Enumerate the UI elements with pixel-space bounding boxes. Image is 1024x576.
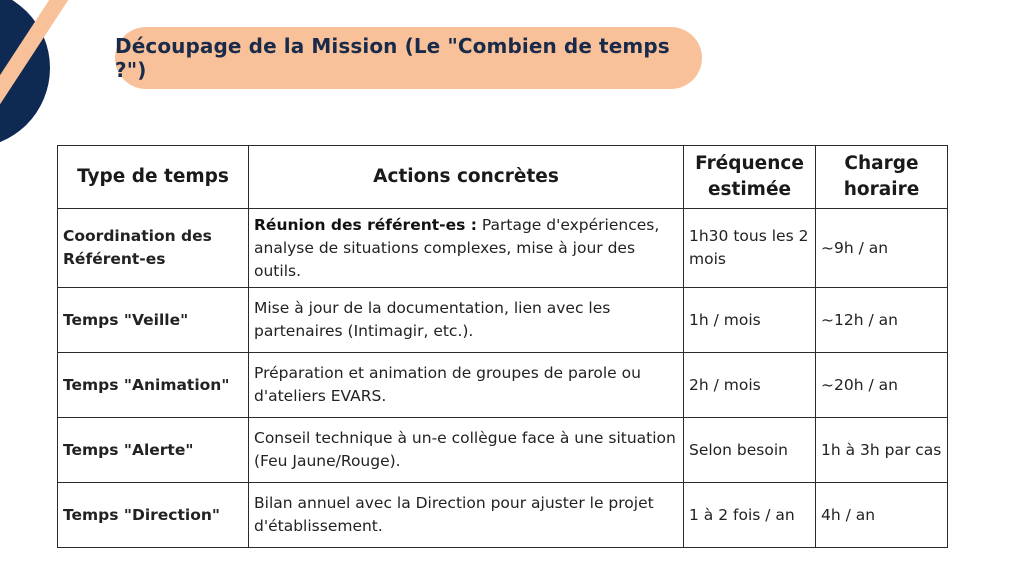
row-charge: ~12h / an bbox=[816, 288, 948, 353]
row-actions: Mise à jour de la documentation, lien avec les partenaires (Intimagir, etc.). bbox=[249, 288, 684, 353]
row-type: Temps "Alerte" bbox=[58, 418, 249, 483]
row-actions bbox=[249, 209, 684, 288]
row-type: Temps "Animation" bbox=[58, 353, 249, 418]
table-row bbox=[58, 353, 948, 418]
header-frequence: Fréquence estimée bbox=[684, 146, 816, 209]
row-frequence: 2h / mois bbox=[684, 353, 816, 418]
row-frequence: 1h30 tous les 2 mois bbox=[684, 209, 816, 288]
row-charge: ~20h / an bbox=[816, 353, 948, 418]
table-row bbox=[58, 418, 948, 483]
row-charge: 4h / an bbox=[816, 483, 948, 548]
table-row bbox=[58, 483, 948, 548]
row-type: Temps "Veille" bbox=[58, 288, 249, 353]
row-actions-lead: Réunion des référent-es : bbox=[254, 215, 477, 234]
row-type: Temps "Direction" bbox=[58, 483, 249, 548]
header-type: Type de temps bbox=[58, 146, 249, 209]
header-actions: Actions concrètes bbox=[249, 146, 684, 209]
row-frequence: 1h / mois bbox=[684, 288, 816, 353]
page-title: Découpage de la Mission (Le "Combien de temps ?") bbox=[115, 27, 702, 89]
table-header-row bbox=[58, 146, 948, 209]
table-row bbox=[58, 288, 948, 353]
row-actions: Conseil technique à un-e collègue face à une situation (Feu Jaune/Rouge). bbox=[249, 418, 684, 483]
row-charge: 1h à 3h par cas bbox=[816, 418, 948, 483]
table-row bbox=[58, 209, 948, 288]
row-frequence: 1 à 2 fois / an bbox=[684, 483, 816, 548]
row-type: Coordination des Référent-es bbox=[58, 209, 249, 288]
corner-decoration bbox=[0, 0, 120, 160]
row-actions-text: Partage d'expériences, analyse de situations complexes, mise à jour des outils. bbox=[254, 215, 660, 280]
row-actions: Préparation et animation de groupes de parole ou d'ateliers EVARS. bbox=[249, 353, 684, 418]
mission-table bbox=[57, 145, 948, 548]
row-frequence: Selon besoin bbox=[684, 418, 816, 483]
row-charge: ~9h / an bbox=[816, 209, 948, 288]
row-actions: Bilan annuel avec la Direction pour ajuster le projet d'établissement. bbox=[249, 483, 684, 548]
header-charge: Charge horaire bbox=[816, 146, 948, 209]
